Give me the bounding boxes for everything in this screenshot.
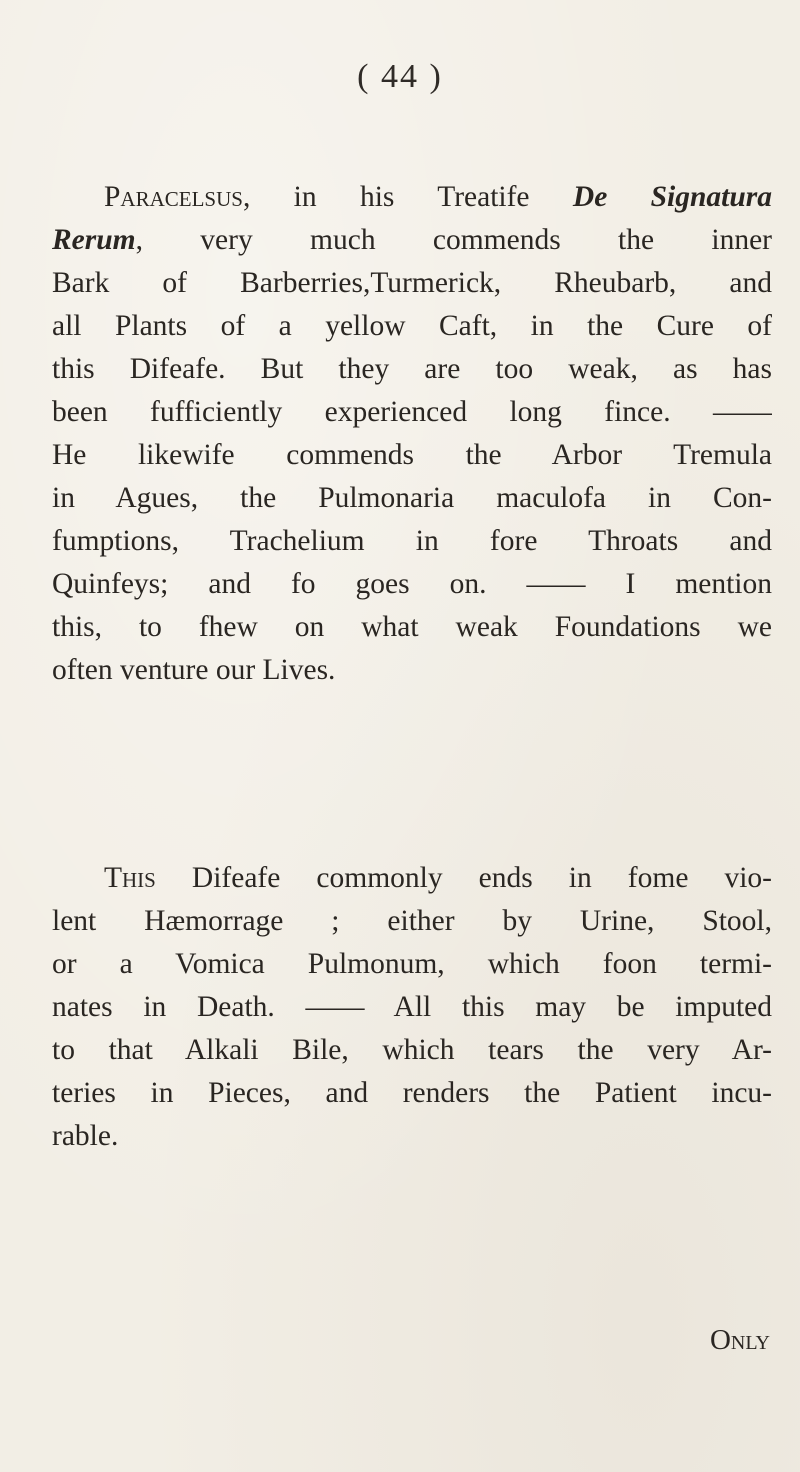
paragraph-2-line-7: rable. (52, 1120, 119, 1152)
paragraph-1 (52, 176, 772, 692)
paragraph-2-line-4: nates in Death. —— All this may be imputed (52, 991, 772, 1023)
paragraph-1-line-1: Paracelsus, in his Treatife De Signatura (104, 181, 772, 213)
paragraph-1-line-4: all Plants of a yellow Caft, in the Cure of (52, 310, 772, 342)
paragraph-2-line-2: lent Hæmorrage ; either by Urine, Stool, (52, 905, 772, 937)
paragraph-2-line-3: or a Vomica Pulmonum, which foon termi- (52, 948, 772, 980)
paragraph-1-line-8: in Agues, the Pulmonaria maculofa in Con- (52, 482, 772, 514)
paragraph-1-lead-word: Paracelsus (104, 181, 243, 213)
page-number: ( 44 ) (357, 58, 443, 95)
paragraph-1-line-6: been fufficiently experienced long fince. —— (52, 396, 772, 428)
paragraph-1-line-12: often venture our Lives. (52, 654, 336, 686)
paragraph-1-line-7: He likewife commends the Arbor Tremula (52, 439, 772, 471)
paragraph-1-line-10: Quinfeys; and fo goes on. —— I mention (52, 568, 772, 600)
book-title-part-1: De Signatura (572, 181, 772, 213)
paragraph-1-line-11: this, to fhew on what weak Foundations we (52, 611, 772, 643)
paragraph-2-line-1: This Difeafe commonly ends in fome vio- (104, 862, 772, 894)
paragraph-1-line-5: this Difeafe. But they are too weak, as has (52, 353, 772, 385)
book-title-part-2: Rerum (52, 224, 136, 256)
paragraph-2-line-6: teries in Pieces, and renders the Patient incu- (52, 1077, 772, 1109)
paragraph-1-line-2: Rerum, very much commends the inner (52, 224, 772, 256)
catchword: Only (709, 1324, 770, 1356)
paragraph-1-line-9: fumptions, Trachelium in fore Throats and (52, 525, 772, 557)
paragraph-2-lead-word: This (104, 862, 156, 894)
paragraph-1-line-3: Bark of Barberries,Turmerick, Rheubarb, and (52, 267, 772, 299)
paragraph-2 (52, 857, 772, 1158)
paragraph-2-line-5: to that Alkali Bile, which tears the very Ar- (52, 1034, 772, 1066)
